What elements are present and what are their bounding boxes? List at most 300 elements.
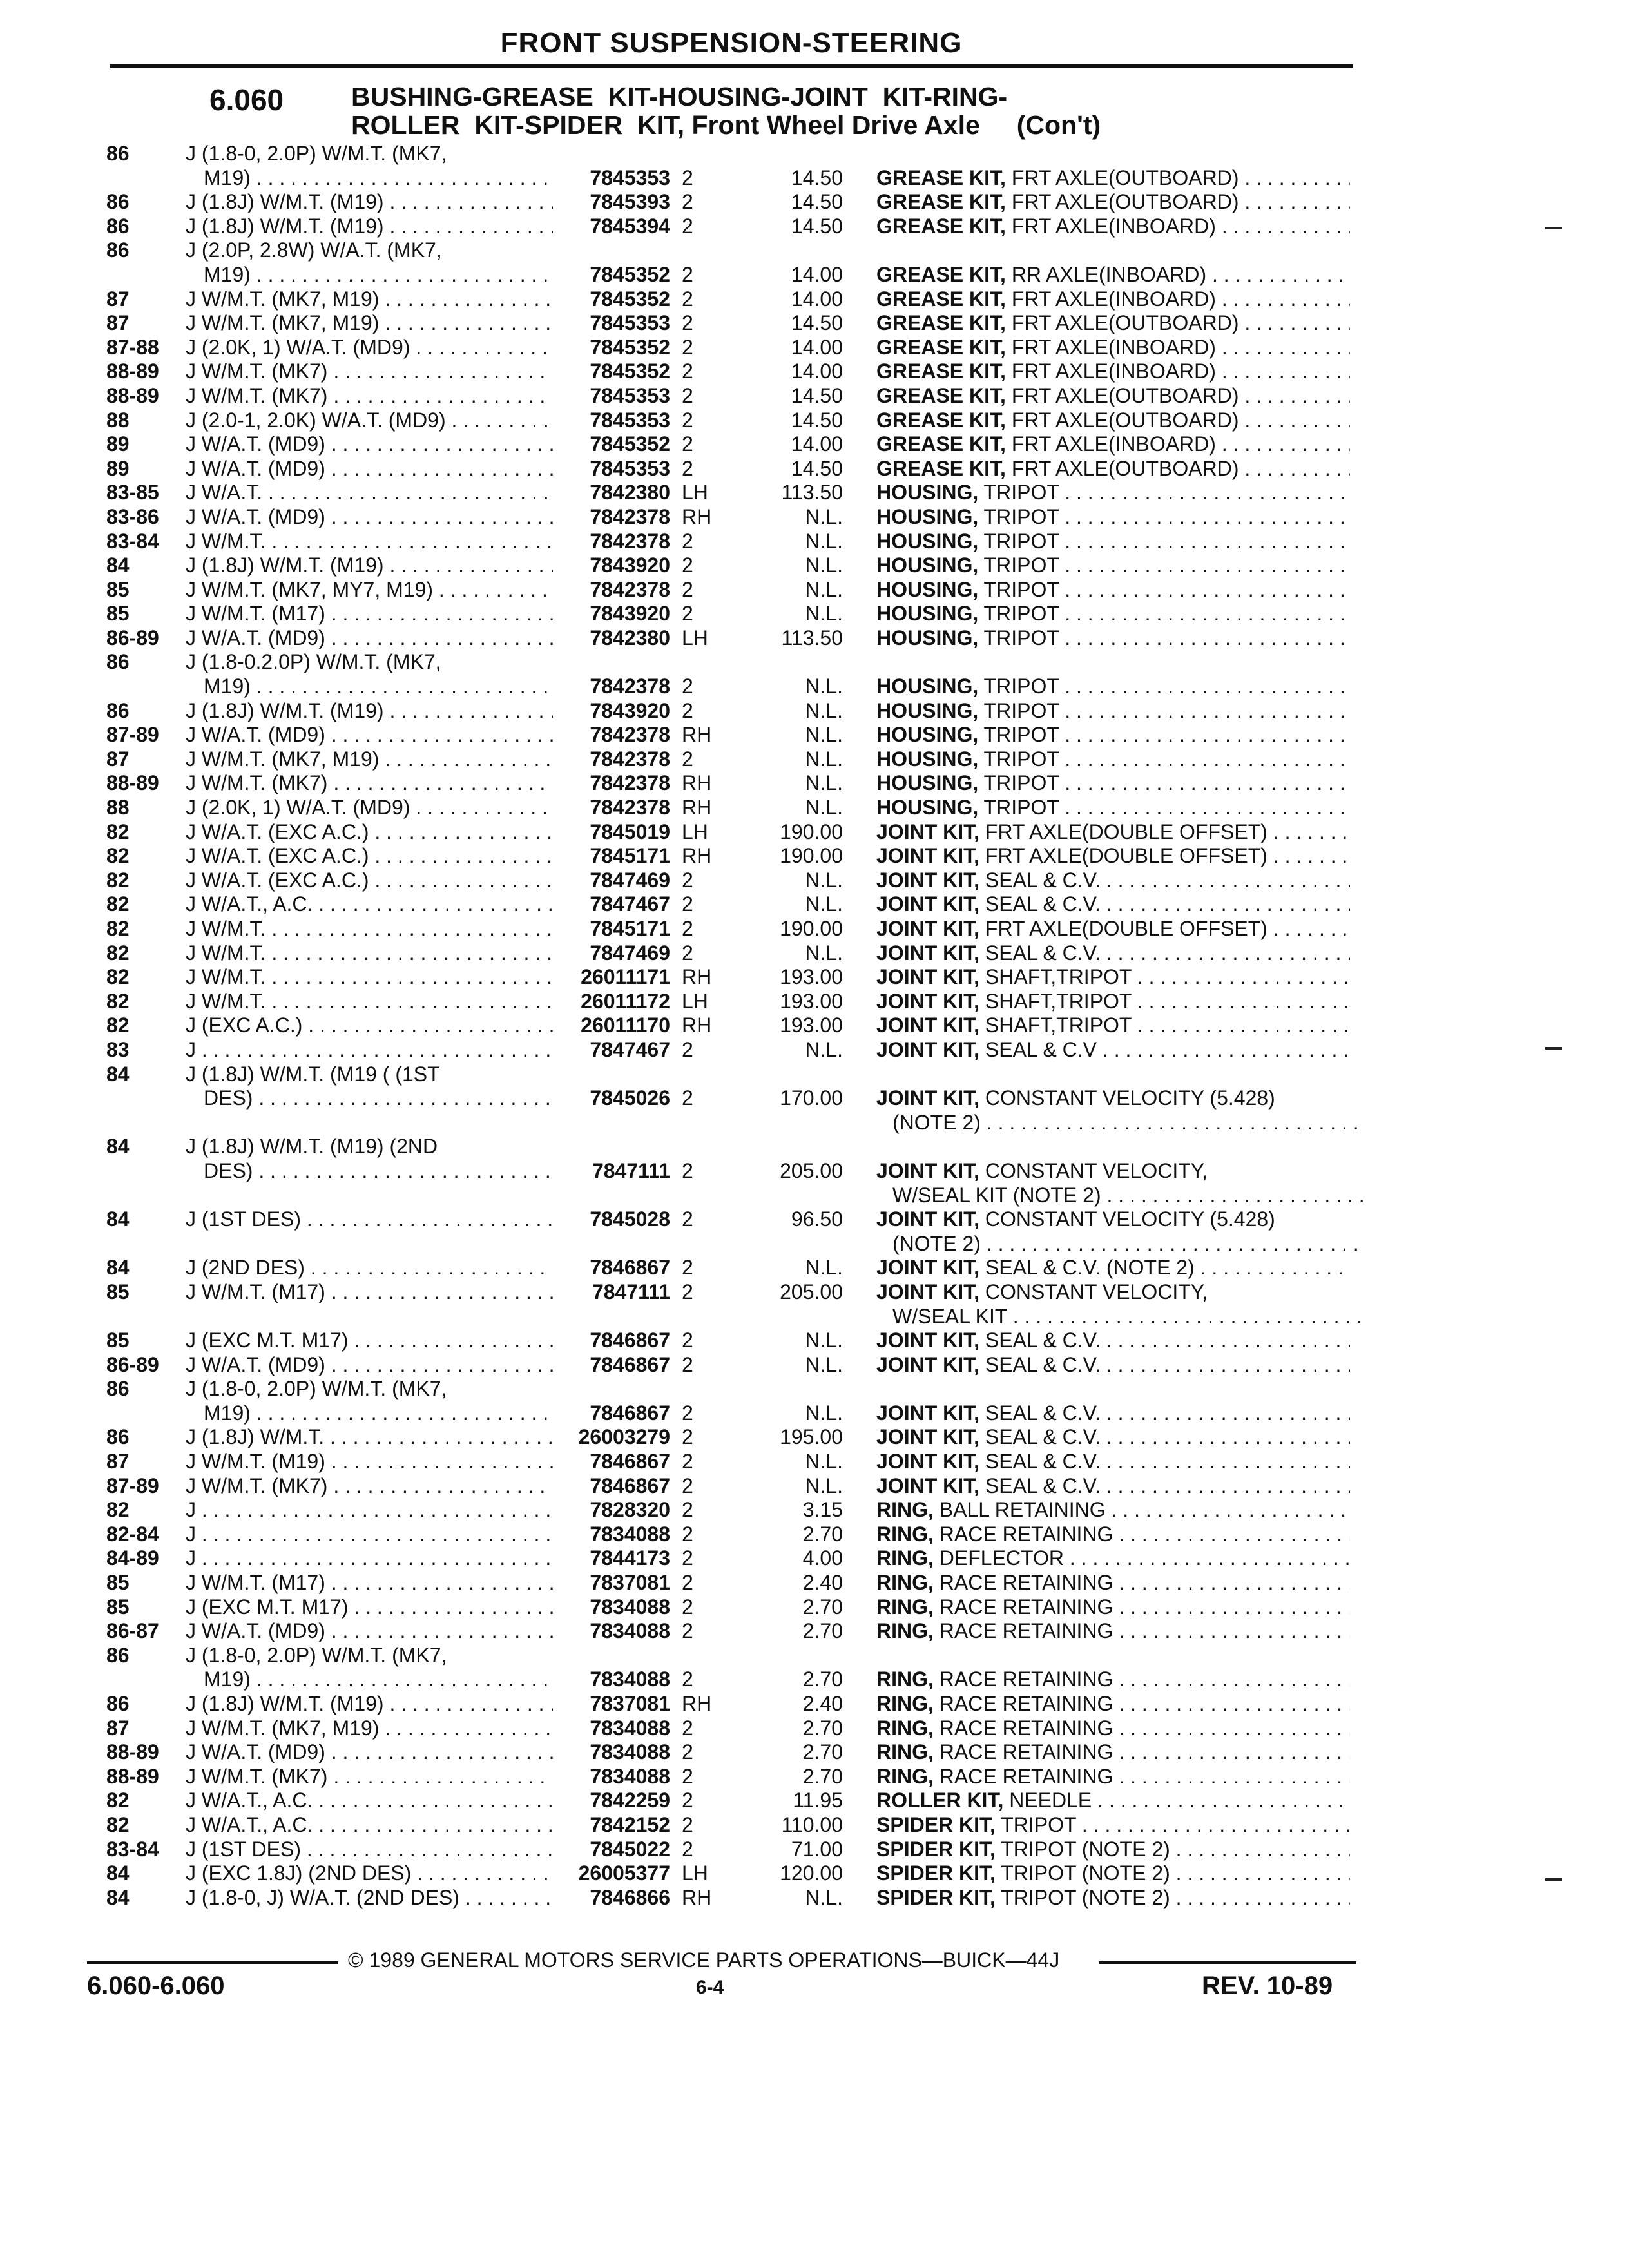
quantity: 2 [682, 1522, 693, 1546]
part-name-continuation: (NOTE 2) . . . [892, 1232, 1366, 1256]
price: 193.00 [780, 1014, 843, 1037]
part-name-primary: JOINT KIT, [876, 1450, 980, 1474]
part-name-detail: TRIPOT [978, 577, 1059, 601]
quantity: 2 [682, 941, 693, 965]
part-name [876, 1256, 1350, 1280]
application-description: J (EXC A.C.) . . . [186, 1014, 553, 1038]
application-description: J (EXC M.T. M17) . . . [186, 1329, 553, 1353]
quantity: 2 [682, 1571, 693, 1595]
price: 2.70 [802, 1595, 843, 1619]
price: N.L. [805, 1885, 843, 1909]
part-name [876, 1207, 1350, 1232]
model-year: 88-89 [106, 383, 159, 407]
price: 190.00 [780, 820, 843, 843]
model-year: 85 [106, 602, 130, 626]
part-number: 7842378 [590, 771, 670, 795]
part-name [876, 1740, 1350, 1765]
part-name-detail: TRIPOT [978, 553, 1059, 577]
part-name-detail: FRT AXLE(OUTBOARD) [1005, 311, 1239, 335]
part-number: 7847469 [590, 868, 670, 892]
part-name [876, 1425, 1350, 1450]
table-row [0, 553, 1629, 578]
part-name-primary: JOINT KIT, [876, 965, 980, 989]
table-row [0, 142, 1629, 166]
footer-rule-right [1099, 1961, 1356, 1964]
part-name-detail: FRT AXLE(OUTBOARD) [1005, 383, 1239, 407]
table-row [0, 238, 1629, 263]
quantity: 2 [682, 1812, 693, 1836]
application-description: J (EXC M.T. M17) . . . [186, 1595, 553, 1620]
application-description: J W/M.T. (MK7) . . . [186, 384, 553, 408]
model-year: 86 [106, 1692, 130, 1715]
part-name [876, 1716, 1350, 1741]
part-name [876, 311, 1350, 336]
model-year: 87 [106, 1716, 130, 1740]
part-number: 7845353 [590, 166, 670, 189]
price: 14.50 [791, 456, 843, 480]
price: N.L. [805, 553, 843, 577]
quantity: LH [682, 481, 708, 505]
part-number: 7837081 [590, 1692, 670, 1715]
part-name [876, 408, 1350, 433]
model-year: 87-89 [106, 723, 159, 747]
part-number: 7847469 [590, 941, 670, 965]
part-name-detail: RACE RETAINING [933, 1619, 1113, 1643]
part-name [876, 990, 1350, 1014]
quantity: 2 [682, 1667, 693, 1691]
application-description: J W/M.T. . . . [186, 530, 553, 554]
quantity: 2 [682, 166, 693, 189]
part-name-primary: JOINT KIT, [876, 1207, 980, 1231]
table-row [0, 602, 1629, 626]
part-number: 7842378 [590, 747, 670, 771]
table-row [0, 892, 1629, 917]
price: N.L. [805, 892, 843, 916]
part-name-primary: HOUSING, [876, 577, 979, 601]
quantity: 2 [682, 408, 693, 432]
model-year: 82 [106, 917, 130, 940]
application-description: J W/A.T., A.C. . . . [186, 1789, 553, 1813]
model-year: 88 [106, 796, 130, 820]
part-name-primary: JOINT KIT, [876, 1329, 980, 1352]
part-name [876, 190, 1350, 215]
part-name [876, 844, 1350, 869]
model-year: 88-89 [106, 771, 159, 795]
part-name-detail: TRIPOT [995, 1812, 1076, 1836]
part-number: 7842378 [590, 675, 670, 698]
part-name [876, 820, 1350, 845]
part-name [876, 892, 1350, 917]
application-description: J W/M.T. (MK7, M19) . . . [186, 1716, 553, 1741]
part-number: 7834088 [590, 1667, 670, 1691]
model-year: 86-89 [106, 626, 159, 649]
part-number: 7843920 [590, 602, 670, 626]
part-name-primary: JOINT KIT, [876, 1401, 980, 1425]
model-year: 87 [106, 747, 130, 771]
price: 14.50 [791, 190, 843, 214]
part-name-primary: GREASE KIT, [876, 190, 1006, 214]
part-number: 7845352 [590, 335, 670, 359]
model-year: 86 [106, 1425, 130, 1449]
application-description: J W/M.T. (MK7) . . . [186, 771, 553, 796]
price: 113.50 [781, 626, 843, 649]
part-name-detail: SEAL & C.V. [979, 1474, 1101, 1497]
model-year: 83 [106, 1037, 130, 1061]
table-row [0, 530, 1629, 554]
table-row [0, 1450, 1629, 1474]
price: N.L. [805, 771, 843, 795]
application-description: J W/A.T. (MD9) . . . [186, 505, 553, 530]
part-number: 7845352 [590, 262, 670, 286]
part-name-primary: GREASE KIT, [876, 214, 1006, 238]
price: N.L. [805, 1037, 843, 1061]
part-name-primary: GREASE KIT, [876, 311, 1006, 335]
table-row [0, 1038, 1629, 1062]
part-number: 7842259 [590, 1789, 670, 1812]
part-number: 7847111 [592, 1158, 670, 1182]
model-year: 85 [106, 1571, 130, 1595]
application-description: J W/A.T., A.C. . . . [186, 1813, 553, 1838]
model-year: 83-84 [106, 1837, 159, 1861]
part-name [876, 578, 1350, 602]
table-row [0, 408, 1629, 433]
quantity: 2 [682, 1716, 693, 1740]
price: N.L. [805, 868, 843, 892]
footer-copyright: © 1989 GENERAL MOTORS SERVICE PARTS OPERATIONS—BUICK—44J [348, 1948, 1060, 1972]
table-row [0, 1740, 1629, 1765]
part-name-detail: TRIPOT [978, 481, 1059, 505]
part-name-detail: RACE RETAINING [933, 1571, 1113, 1595]
table-row [0, 1425, 1629, 1450]
part-name-detail: CONSTANT VELOCITY (5.428) [979, 1086, 1275, 1110]
model-year: 86 [106, 698, 130, 722]
part-number: 7846867 [590, 1256, 670, 1280]
price: 14.50 [791, 166, 843, 189]
price: 2.70 [802, 1716, 843, 1740]
part-name-primary: JOINT KIT, [876, 892, 980, 916]
quantity: 2 [682, 335, 693, 359]
part-number: 7834088 [590, 1716, 670, 1740]
table-row [0, 1111, 1629, 1135]
price: 4.00 [802, 1546, 843, 1570]
part-number: 7845026 [590, 1086, 670, 1110]
quantity: 2 [682, 1789, 693, 1812]
part-number: 7845353 [590, 383, 670, 407]
part-name [876, 505, 1350, 530]
quantity: 2 [682, 360, 693, 383]
application-description: J . . . [186, 1523, 553, 1547]
price: 14.50 [791, 383, 843, 407]
table-row [0, 432, 1629, 457]
quantity: 2 [682, 1764, 693, 1788]
quantity: LH [682, 1861, 708, 1885]
price: 2.70 [802, 1740, 843, 1764]
part-number: 7834088 [590, 1619, 670, 1643]
price: N.L. [805, 723, 843, 747]
part-name-primary: HOUSING, [876, 626, 979, 649]
model-year: 84-89 [106, 1546, 159, 1570]
part-name [876, 1086, 1350, 1111]
part-name-detail: FRT AXLE(INBOARD) [1005, 287, 1216, 311]
model-year: 85 [106, 1329, 130, 1352]
part-name-detail: SEAL & C.V. [979, 1329, 1101, 1352]
part-name-detail: TRIPOT [978, 771, 1059, 795]
model-year: 86 [106, 142, 130, 165]
quantity: 2 [682, 1740, 693, 1764]
part-name [876, 1280, 1350, 1305]
application-description: J (2.0-1, 2.0K) W/A.T. (MD9) . . . [186, 408, 553, 433]
part-name [876, 771, 1350, 796]
model-year: 85 [106, 1280, 130, 1303]
table-row [0, 457, 1629, 481]
price: 14.00 [791, 262, 843, 286]
application-description: M19) . . . [204, 166, 553, 191]
price: 3.15 [802, 1498, 843, 1522]
part-name-detail: FRT AXLE(OUTBOARD) [1005, 456, 1239, 480]
quantity: 2 [682, 1837, 693, 1861]
table-row [0, 1474, 1629, 1499]
part-name [876, 1450, 1350, 1474]
quantity: 2 [682, 1425, 693, 1449]
part-number: 7834088 [590, 1522, 670, 1546]
application-description: J W/M.T. (MK7, MY7, M19) . . . [186, 578, 553, 602]
application-description: J W/A.T. (MD9) . . . [186, 1619, 553, 1644]
table-row [0, 505, 1629, 530]
model-year: 86-87 [106, 1619, 159, 1643]
part-number: 7842378 [590, 505, 670, 528]
part-number: 7845028 [590, 1207, 670, 1231]
model-year: 82 [106, 868, 130, 892]
part-name-primary: SPIDER KIT, [876, 1812, 996, 1836]
part-name-primary: SPIDER KIT, [876, 1837, 996, 1861]
model-year: 88-89 [106, 360, 159, 383]
table-row [0, 1619, 1629, 1644]
quantity: RH [682, 844, 712, 868]
part-name [876, 553, 1350, 578]
model-year: 85 [106, 1595, 130, 1619]
quantity: 2 [682, 892, 693, 916]
table-row [0, 481, 1629, 505]
application-description: J W/M.T. (MK7, M19) . . . [186, 747, 553, 772]
part-name-primary: HOUSING, [876, 553, 979, 577]
table-row [0, 1305, 1629, 1329]
part-number: 7843920 [590, 553, 670, 577]
part-name-detail: FRT AXLE(DOUBLE OFFSET) [979, 917, 1268, 940]
part-name-primary: GREASE KIT, [876, 383, 1006, 407]
part-name-primary: RING, [876, 1619, 934, 1643]
price: N.L. [805, 1329, 843, 1352]
part-name-primary: RING, [876, 1716, 934, 1740]
price: 205.00 [780, 1158, 843, 1182]
table-row [0, 844, 1629, 869]
quantity: 2 [682, 747, 693, 771]
part-name-detail: RACE RETAINING [933, 1667, 1113, 1691]
application-description: J W/M.T. (MK7) . . . [186, 360, 553, 384]
part-name [876, 263, 1350, 287]
page-header-title: FRONT SUSPENSION-STEERING [500, 27, 963, 59]
table-row [0, 1523, 1629, 1547]
part-name-detail: DEFLECTOR [933, 1546, 1064, 1570]
quantity: LH [682, 820, 708, 843]
price: N.L. [805, 941, 843, 965]
table-row [0, 990, 1629, 1014]
quantity: 2 [682, 1474, 693, 1497]
part-name-primary: HOUSING, [876, 505, 979, 528]
quantity: 2 [682, 1450, 693, 1474]
part-name-primary: GREASE KIT, [876, 456, 1006, 480]
quantity: 2 [682, 553, 693, 577]
part-name-primary: GREASE KIT, [876, 262, 1006, 286]
part-name-primary: RING, [876, 1764, 934, 1788]
table-row [0, 1207, 1629, 1232]
application-description: J (2.0K, 1) W/A.T. (MD9) . . . [186, 796, 553, 820]
part-name-primary: RING, [876, 1571, 934, 1595]
part-name [876, 1595, 1350, 1620]
application-description: J W/A.T. (EXC A.C.) . . . [186, 869, 553, 893]
part-name [876, 699, 1350, 724]
price: 2.70 [802, 1619, 843, 1643]
part-name [876, 869, 1350, 893]
table-row [0, 723, 1629, 747]
model-year: 84 [106, 1861, 130, 1885]
application-description: J (2.0K, 1) W/A.T. (MD9) . . . [186, 336, 553, 360]
part-name [876, 1498, 1350, 1523]
part-name [876, 1765, 1350, 1789]
part-name [876, 1861, 1350, 1886]
part-name [876, 1523, 1350, 1547]
part-name [876, 917, 1350, 941]
table-row [0, 1644, 1629, 1668]
header-rule [110, 64, 1353, 68]
price: 96.50 [791, 1207, 843, 1231]
model-year: 82 [106, 892, 130, 916]
part-number: 7845352 [590, 287, 670, 311]
quantity: 2 [682, 529, 693, 553]
model-year: 85 [106, 577, 130, 601]
table-row [0, 771, 1629, 796]
model-year: 86 [106, 190, 130, 214]
table-row [0, 190, 1629, 215]
part-name-detail: SHAFT,TRIPOT [979, 965, 1132, 989]
part-name [876, 287, 1350, 312]
part-name-primary: RING, [876, 1522, 934, 1546]
table-row [0, 675, 1629, 699]
part-name-primary: JOINT KIT, [876, 1158, 980, 1182]
price: 170.00 [780, 1086, 843, 1110]
model-year: 82 [106, 820, 130, 843]
table-row [0, 626, 1629, 651]
model-year: 83-85 [106, 481, 159, 505]
quantity: 2 [682, 190, 693, 214]
table-row [0, 1886, 1629, 1910]
footer-revision: REV. 10-89 [1202, 1972, 1333, 2000]
part-name [876, 360, 1350, 384]
application-description: J W/A.T. (MD9) . . . [186, 626, 553, 651]
model-year: 86 [106, 650, 130, 674]
table-row [0, 820, 1629, 845]
section-title-line1: BUSHING-GREASE KIT-HOUSING-JOINT KIT-RING- [351, 82, 1008, 111]
quantity: RH [682, 965, 712, 989]
model-year: 82 [106, 965, 130, 989]
part-name-primary: JOINT KIT, [876, 844, 980, 868]
application-description: M19) . . . [204, 675, 553, 699]
footer-rule-left [87, 1961, 338, 1964]
part-number: 7845353 [590, 311, 670, 335]
part-number: 26003279 [578, 1425, 670, 1449]
part-name [876, 530, 1350, 554]
model-year: 87 [106, 1450, 130, 1474]
part-number: 7842378 [590, 723, 670, 747]
part-name-primary: GREASE KIT, [876, 335, 1006, 359]
section-title [351, 82, 1101, 139]
part-name-primary: GREASE KIT, [876, 360, 1006, 383]
part-name-primary: JOINT KIT, [876, 1086, 980, 1110]
parts-list [0, 142, 1629, 1910]
part-name-detail: RACE RETAINING [933, 1764, 1113, 1788]
part-number: 7845393 [590, 190, 670, 214]
part-name-primary: GREASE KIT, [876, 408, 1006, 432]
part-name-detail: TRIPOT [978, 602, 1059, 626]
part-name [876, 1571, 1350, 1595]
part-name-detail: FRT AXLE(INBOARD) [1005, 360, 1216, 383]
price: N.L. [805, 505, 843, 528]
quantity: 2 [682, 917, 693, 940]
part-name [876, 1789, 1350, 1813]
price: N.L. [805, 1352, 843, 1376]
model-year: 87 [106, 287, 130, 311]
application-description: J W/M.T. . . . [186, 917, 553, 941]
part-name [876, 1546, 1350, 1571]
quantity: 2 [682, 1498, 693, 1522]
application-description: DES) . . . [204, 1159, 553, 1184]
part-name-primary: JOINT KIT, [876, 1425, 980, 1449]
model-year: 87-88 [106, 335, 159, 359]
table-row [0, 1135, 1629, 1159]
part-number: 7845353 [590, 456, 670, 480]
price: N.L. [805, 1401, 843, 1425]
quantity: 2 [682, 868, 693, 892]
part-number: 7847111 [592, 1280, 670, 1303]
part-number: 7847467 [590, 1037, 670, 1061]
part-number: 7845022 [590, 1837, 670, 1861]
model-year: 82-84 [106, 1522, 159, 1546]
application-description: M19) . . . [204, 1667, 553, 1692]
model-year: 87 [106, 311, 130, 335]
model-year: 84 [106, 1062, 130, 1086]
part-number: 7845353 [590, 408, 670, 432]
part-number: 7842380 [590, 626, 670, 649]
part-number: 7846867 [590, 1352, 670, 1376]
application-description: J W/A.T., A.C. . . . [186, 892, 553, 917]
part-name-detail: TRIPOT (NOTE 2) [995, 1885, 1170, 1909]
application-description: J (1ST DES) . . . [186, 1207, 553, 1232]
part-name-detail: CONSTANT VELOCITY, [979, 1280, 1208, 1303]
part-number: 26011170 [581, 1014, 670, 1037]
part-number: 7846866 [590, 1885, 670, 1909]
part-name-detail: FRT AXLE(OUTBOARD) [1005, 408, 1239, 432]
part-name-detail: FRT AXLE(DOUBLE OFFSET) [979, 820, 1268, 843]
price: 14.00 [791, 360, 843, 383]
part-name-continuation: W/SEAL KIT (NOTE 2) . . . [892, 1184, 1366, 1208]
application-description: J (1.8J) W/M.T. (M19) . . . [186, 1692, 553, 1716]
table-row [0, 1838, 1629, 1862]
table-row [0, 1667, 1629, 1692]
application-description: J (1.8-0, 2.0P) W/M.T. (MK7, [186, 1643, 447, 1667]
price: N.L. [805, 675, 843, 698]
model-year: 82 [106, 1789, 130, 1812]
price: 71.00 [791, 1837, 843, 1861]
model-year: 86 [106, 214, 130, 238]
